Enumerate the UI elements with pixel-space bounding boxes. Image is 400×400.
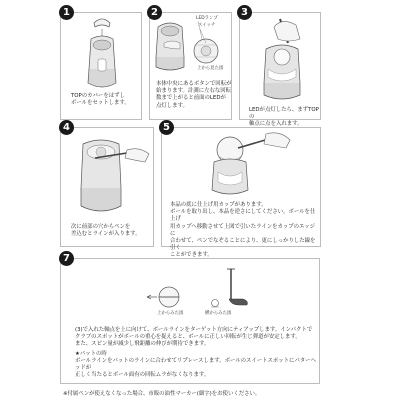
step-text-line: 本体中央にあるボタンで回転が: [156, 81, 232, 87]
step-text-line: ボールを取り出し、本品を逆さにしてください。ボールを仕上げ: [170, 209, 316, 223]
ball-alignment-illustration: [61, 259, 321, 319]
step-text-line: また、スピン量が減少し飛距離の伸びが期待できます。: [75, 341, 210, 348]
step-text-line: 本品の底に仕上げ用カップがあります。: [170, 202, 267, 208]
step-4-panel: [60, 122, 154, 247]
top-view-label: 上から見た図: [197, 66, 224, 71]
step-text-line: 正しく当たるとボール面有の回転ムラがなくなります。: [75, 372, 210, 379]
step-text-line: ボールラインをパットのラインに合わせてリプレースします。ボールのスイートスポットにパターヘッドが: [75, 357, 316, 372]
footnote: ※付属ペンが使えなくなった場合、市販の油性マーカー(細字)をお使いください。: [63, 391, 261, 397]
step-text-line: ことができます。: [170, 252, 213, 259]
step-text-line: 数まで上がると前面のLEDが: [156, 95, 226, 102]
step-text-line: LEDが点灯したら、まずTOPの: [249, 107, 319, 121]
step-text-line: 差込むとラインが入ります。: [71, 231, 141, 238]
top-view-label: 上からみた図: [157, 311, 184, 316]
led-lamp-label: LEDランプ: [196, 16, 218, 21]
step-text-line: 用カップへ移動させて上図で引いたラインをカップのエッジに: [170, 223, 316, 237]
step-text-line: 始まります。計測に左右な回転: [156, 88, 232, 95]
step-2-panel: [149, 7, 232, 120]
step-number: 4: [59, 120, 74, 135]
pen-insert-illustration: [61, 128, 155, 218]
device-with-cover-illustration: [61, 13, 143, 93]
marking-top-illustration: [240, 13, 322, 101]
step-text-line: TOPのカバーをはずし: [71, 93, 125, 99]
switch-label: スイッチ: [198, 23, 216, 28]
step-number: 3: [237, 5, 252, 20]
step-text-line: (3)で入れた軸点を上に向けて、ボールラインをターゲット方向にティアップします。インパクトで: [75, 327, 313, 333]
side-view-label: 横からみた図: [205, 311, 232, 316]
step-1-panel: [60, 7, 142, 120]
step-text-line: 合わせて、ペンでなぞることにより、更にしっかりした線を引く: [170, 238, 316, 252]
step-text-line: 軸点に点を入れます。: [249, 121, 303, 128]
step-text-line: ボールをセットします。: [71, 100, 130, 107]
putt-heading: ★パットの時: [75, 350, 107, 357]
finishing-cup-illustration: [162, 128, 322, 200]
step-number: 1: [59, 5, 74, 20]
step-text-line: 次に前部の穴からペンを: [71, 224, 131, 230]
step-3-panel: [239, 7, 321, 128]
step-number: 7: [59, 251, 74, 266]
step-number: 2: [147, 5, 162, 20]
step-number: 5: [159, 120, 174, 135]
step-text-line: 点灯します。: [156, 102, 188, 109]
step-text-line: クラブのスポットがボールの重心を捉えると、ボールに正しい回転が生じ弾道が安定します。: [75, 334, 301, 341]
